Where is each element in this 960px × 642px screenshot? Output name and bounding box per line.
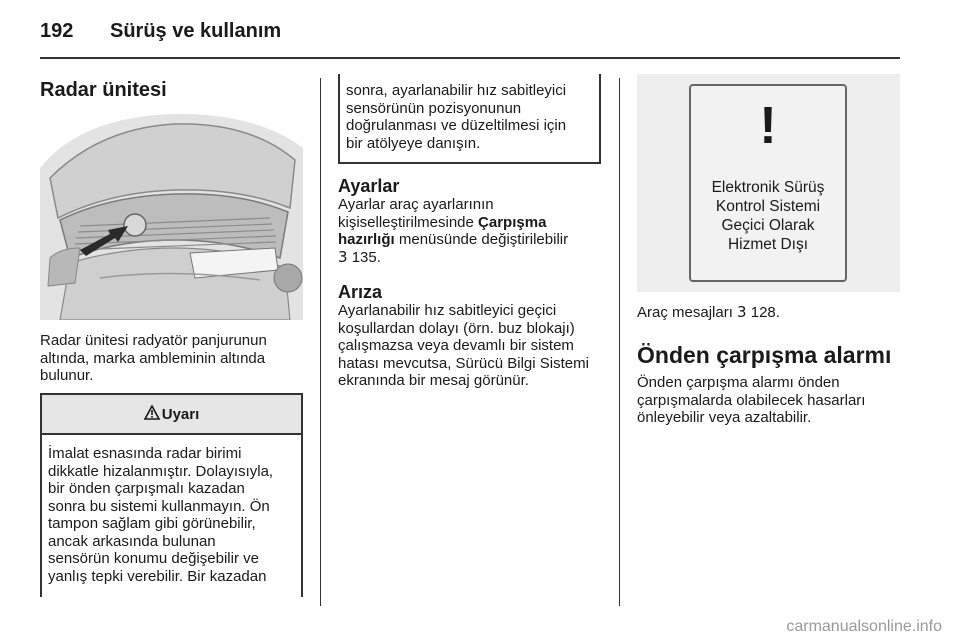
- text-line: doğrulanması ve düzeltilmesi için: [346, 117, 567, 134]
- column-divider-1: [320, 78, 321, 606]
- text-line: ancak arkasında bulunan: [48, 532, 216, 550]
- page-number: 192: [40, 20, 74, 42]
- display-line: Geçici Olarak: [721, 217, 815, 234]
- text-line: sensörünün pozisyonunun: [346, 99, 522, 117]
- text-span: Araç mesajları: [637, 304, 733, 321]
- page-reference-link[interactable]: [338, 249, 613, 267]
- warning-body: [42, 435, 301, 585]
- text-line: çarpışmalarda olabilecek hasarları: [637, 391, 866, 409]
- ref-page: 135.: [351, 248, 381, 266]
- text-span: kişiselleştirilmesinde: [338, 213, 479, 231]
- text-line: yanlış tepki verebilir. Bir kazadan: [48, 567, 267, 585]
- collision-alarm-text: [637, 374, 907, 427]
- text-line: Önden çarpışma alarmı önden: [637, 374, 840, 391]
- menu-name-bold: Çarpışma: [478, 213, 547, 231]
- arrow-ref-icon: 3: [338, 247, 348, 266]
- radar-description: [40, 332, 310, 385]
- text-line: çalışmazsa veya devamlı bir sistem: [338, 337, 574, 354]
- text-line: ekranında bir mesaj görünür.: [338, 372, 529, 389]
- watermark: carmanualsonline.info: [786, 618, 942, 635]
- section-heading-ariza: Arıza: [338, 282, 383, 302]
- column-divider-2: [619, 78, 620, 606]
- ayarlar-text: [338, 196, 613, 266]
- exclamation-icon: !: [759, 97, 777, 155]
- warning-continued-body: [340, 74, 599, 152]
- section-heading-radar: Radar ünitesi: [40, 79, 167, 101]
- text-line: hatası mevcutsa, Sürücü Bilgi Sistemi: [338, 354, 589, 372]
- display-line: Hizmet Dışı: [727, 236, 809, 253]
- text-line: Radar ünitesi radyatör panjurunun: [40, 332, 267, 349]
- ref-page: 128.: [750, 304, 780, 321]
- text-line: önleyebilir veya azaltabilir.: [637, 409, 812, 426]
- text-line: bir atölyeye danışın.: [346, 134, 481, 152]
- warning-triangle-icon: [144, 405, 160, 424]
- text-line: koşullardan dolayı (örn. buz blokajı): [338, 319, 575, 337]
- text-line: altında, marka ambleminin altında: [40, 349, 266, 367]
- text-line: bir önden çarpışmalı kazadan: [48, 480, 245, 497]
- car-front-radar-photo: [40, 108, 303, 320]
- text-line: sonra, ayarlanabilir hız sabitleyici: [346, 82, 567, 99]
- text-line: tampon sağlam gibi görünebilir,: [48, 515, 256, 532]
- text-line: dikkatle hizalanmıştır. Dolayısıyla,: [48, 462, 274, 480]
- warning-box-continued: [338, 74, 601, 164]
- section-heading-collision-alarm: Önden çarpışma alarmı: [637, 342, 892, 368]
- vehicle-messages-reference[interactable]: [637, 304, 780, 322]
- ariza-text: [338, 302, 618, 390]
- menu-name-bold: hazırlığı: [338, 231, 395, 248]
- text-line: [338, 231, 613, 249]
- text-line: [338, 214, 613, 232]
- display-line: Kontrol Sistemi: [715, 198, 821, 215]
- warning-header: [42, 395, 301, 435]
- display-line: Elektronik Sürüş: [711, 179, 825, 196]
- text-line: sensörün konumu değişebilir ve: [48, 550, 259, 567]
- section-heading-ayarlar: Ayarlar: [338, 176, 400, 196]
- text-line: Ayarlanabilir hız sabitleyici geçici: [338, 302, 557, 319]
- text-line: İmalat esnasında radar birimi: [48, 445, 242, 462]
- driver-info-display-image: [637, 74, 900, 292]
- chapter-title: Sürüş ve kullanım: [110, 20, 282, 42]
- warning-box: [40, 393, 303, 597]
- text-line: bulunur.: [40, 367, 94, 384]
- arrow-ref-icon: 3: [737, 303, 747, 321]
- text-span: menüsünde değiştirilebilir: [394, 231, 569, 248]
- display-message: [691, 178, 845, 254]
- header-divider: [40, 57, 900, 59]
- text-line: sonra bu sistemi kullanmayın. Ön: [48, 497, 270, 515]
- warning-title: Uyarı: [161, 405, 200, 423]
- text-line: Ayarlar araç ayarlarının: [338, 196, 494, 213]
- display-screen: [689, 84, 847, 282]
